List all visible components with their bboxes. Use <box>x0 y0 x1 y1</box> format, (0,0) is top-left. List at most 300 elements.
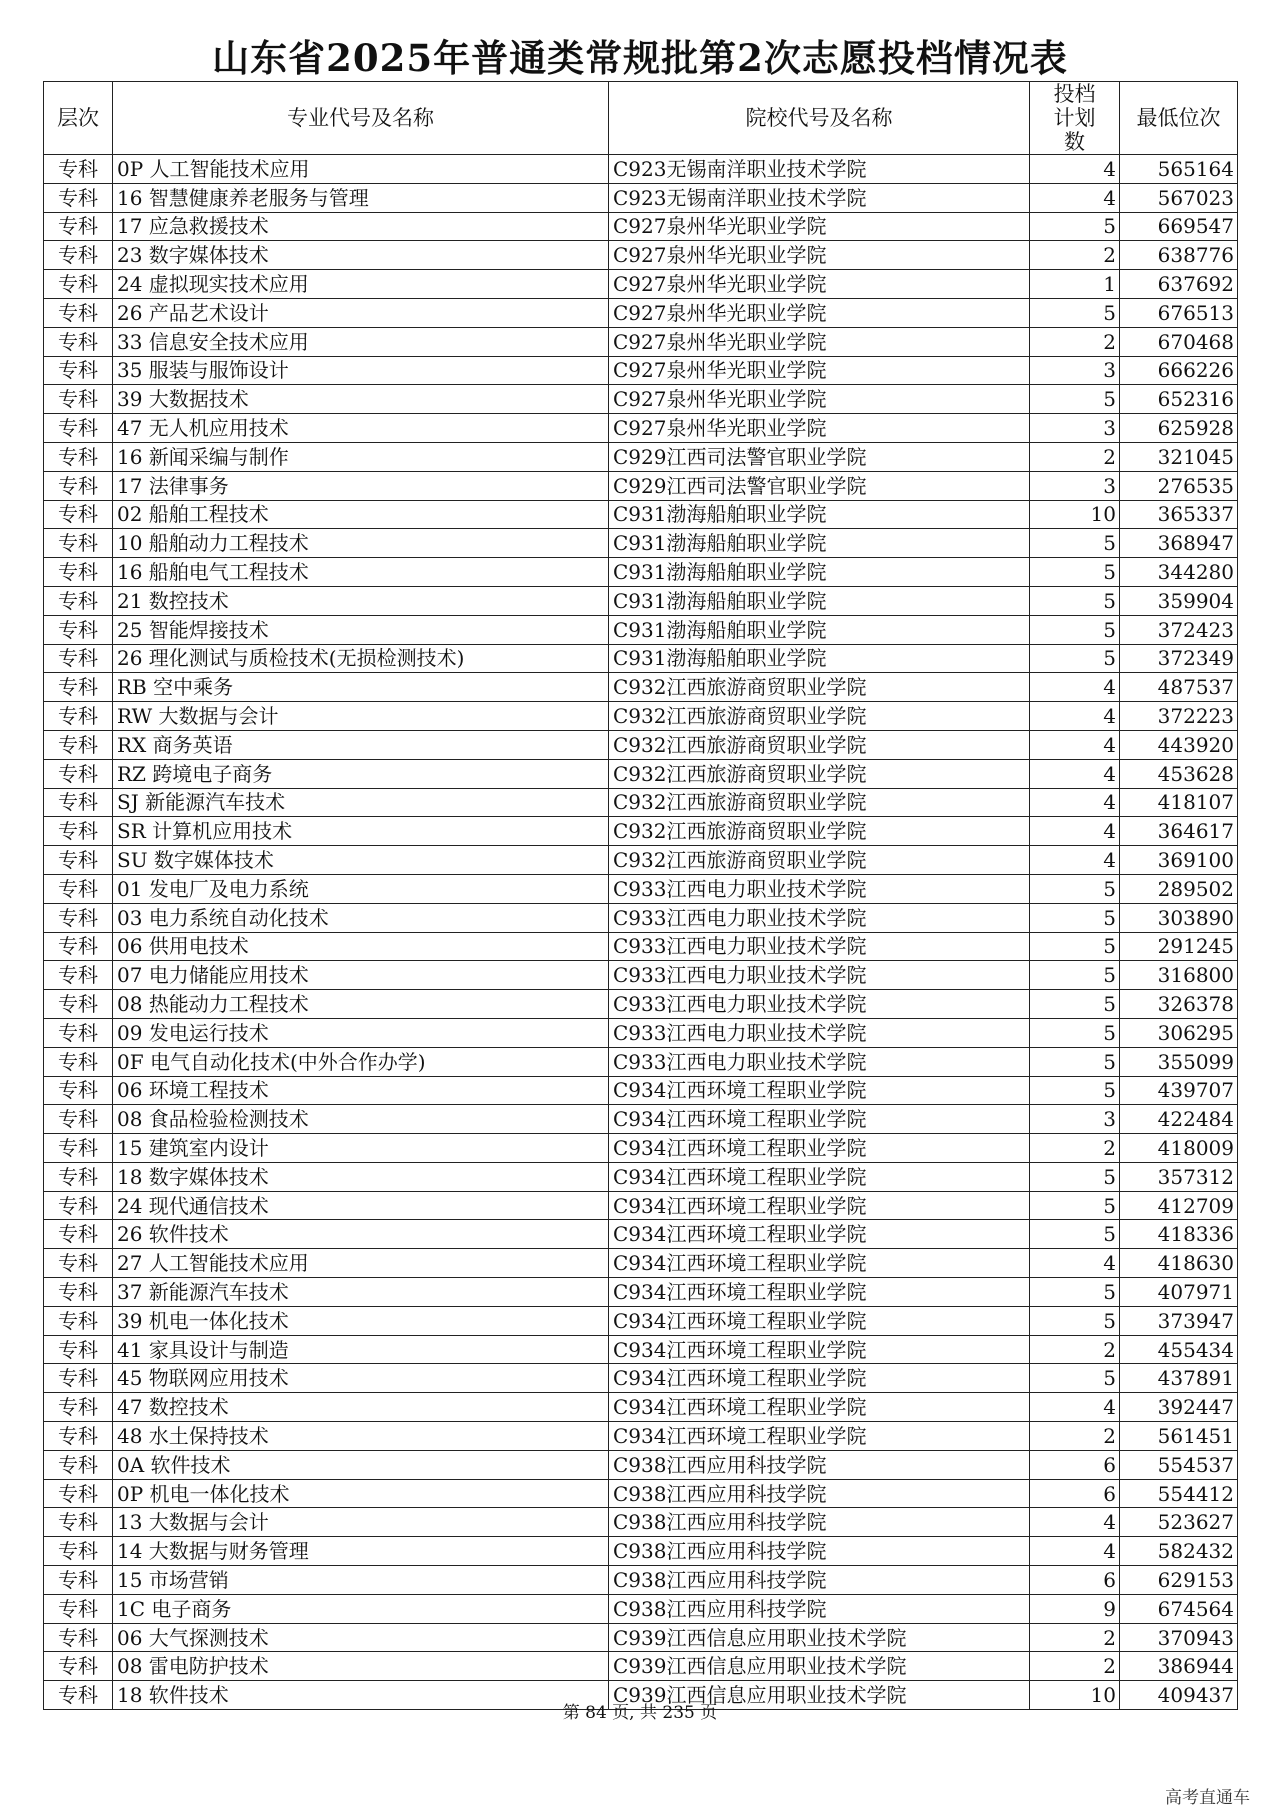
table-row <box>44 846 1238 875</box>
header-level: 层次 <box>44 82 113 155</box>
cell-school: C934江西环境工程职业学院 <box>609 1335 1030 1364</box>
cell-major: 18 软件技术 <box>113 1681 609 1710</box>
cell-school: C932江西旅游商贸职业学院 <box>609 817 1030 846</box>
cell-school: C929江西司法警官职业学院 <box>609 471 1030 500</box>
cell-rank: 316800 <box>1120 961 1238 990</box>
table-row <box>44 615 1238 644</box>
cell-level: 专科 <box>44 155 113 184</box>
cell-level: 专科 <box>44 1249 113 1278</box>
table-row <box>44 1450 1238 1479</box>
cell-rank: 321045 <box>1120 442 1238 471</box>
cell-school: C927泉州华光职业学院 <box>609 270 1030 299</box>
cell-school: C934江西环境工程职业学院 <box>609 1220 1030 1249</box>
cell-major: 48 水土保持技术 <box>113 1422 609 1451</box>
table-row <box>44 1105 1238 1134</box>
table-row <box>44 702 1238 731</box>
cell-major: 16 新闻采编与制作 <box>113 442 609 471</box>
cell-rank: 418336 <box>1120 1220 1238 1249</box>
cell-level: 专科 <box>44 846 113 875</box>
cell-level: 专科 <box>44 1479 113 1508</box>
cell-level: 专科 <box>44 903 113 932</box>
cell-major: 24 虚拟现实技术应用 <box>113 270 609 299</box>
cell-plan: 5 <box>1030 1191 1120 1220</box>
cell-plan: 5 <box>1030 1364 1120 1393</box>
header-plan-text: 投档计划数 <box>1053 82 1096 154</box>
cell-plan: 2 <box>1030 241 1120 270</box>
cell-rank: 652316 <box>1120 385 1238 414</box>
cell-major: 08 热能动力工程技术 <box>113 990 609 1019</box>
cell-school: C931渤海船舶职业学院 <box>609 644 1030 673</box>
cell-school: C938江西应用科技学院 <box>609 1479 1030 1508</box>
cell-major: 17 应急救援技术 <box>113 212 609 241</box>
cell-school: C927泉州华光职业学院 <box>609 241 1030 270</box>
cell-rank: 567023 <box>1120 183 1238 212</box>
cell-school: C934江西环境工程职业学院 <box>609 1306 1030 1335</box>
cell-major: 0A 软件技术 <box>113 1450 609 1479</box>
cell-plan: 5 <box>1030 298 1120 327</box>
cell-rank: 407971 <box>1120 1278 1238 1307</box>
cell-school: C939江西信息应用职业技术学院 <box>609 1681 1030 1710</box>
cell-school: C927泉州华光职业学院 <box>609 356 1030 385</box>
cell-level: 专科 <box>44 1623 113 1652</box>
cell-level: 专科 <box>44 788 113 817</box>
cell-level: 专科 <box>44 1105 113 1134</box>
watermark-text: 高考直通车 <box>1165 1788 1250 1808</box>
cell-major: SU 数字媒体技术 <box>113 846 609 875</box>
cell-school: C932江西旅游商贸职业学院 <box>609 702 1030 731</box>
cell-major: 27 人工智能技术应用 <box>113 1249 609 1278</box>
table-row <box>44 1306 1238 1335</box>
cell-plan: 2 <box>1030 1335 1120 1364</box>
cell-plan: 2 <box>1030 1652 1120 1681</box>
cell-major: 39 大数据技术 <box>113 385 609 414</box>
cell-rank: 276535 <box>1120 471 1238 500</box>
table-row <box>44 212 1238 241</box>
table-row <box>44 270 1238 299</box>
cell-rank: 306295 <box>1120 1018 1238 1047</box>
cell-plan: 5 <box>1030 385 1120 414</box>
table-row <box>44 1220 1238 1249</box>
cell-rank: 355099 <box>1120 1047 1238 1076</box>
cell-school: C938江西应用科技学院 <box>609 1566 1030 1595</box>
table-row <box>44 1162 1238 1191</box>
cell-level: 专科 <box>44 1508 113 1537</box>
page-number: 第 84 页, 共 235 页 <box>562 1703 718 1723</box>
cell-major: 01 发电厂及电力系统 <box>113 874 609 903</box>
table-row <box>44 327 1238 356</box>
cell-major: 45 物联网应用技术 <box>113 1364 609 1393</box>
cell-major: 13 大数据与会计 <box>113 1508 609 1537</box>
cell-school: C933江西电力职业技术学院 <box>609 1047 1030 1076</box>
cell-major: 14 大数据与财务管理 <box>113 1537 609 1566</box>
cell-level: 专科 <box>44 558 113 587</box>
cell-rank: 289502 <box>1120 874 1238 903</box>
cell-school: C934江西环境工程职业学院 <box>609 1134 1030 1163</box>
table-row <box>44 558 1238 587</box>
cell-level: 专科 <box>44 1652 113 1681</box>
table-row <box>44 673 1238 702</box>
cell-level: 专科 <box>44 932 113 961</box>
cell-rank: 368947 <box>1120 529 1238 558</box>
cell-level: 专科 <box>44 586 113 615</box>
cell-plan: 4 <box>1030 730 1120 759</box>
cell-major: 16 船舶电气工程技术 <box>113 558 609 587</box>
table-row <box>44 759 1238 788</box>
cell-rank: 418107 <box>1120 788 1238 817</box>
cell-major: 08 雷电防护技术 <box>113 1652 609 1681</box>
cell-rank: 666226 <box>1120 356 1238 385</box>
table-row <box>44 1422 1238 1451</box>
cell-school: C931渤海船舶职业学院 <box>609 558 1030 587</box>
cell-plan: 5 <box>1030 1306 1120 1335</box>
cell-plan: 5 <box>1030 1047 1120 1076</box>
table-row <box>44 961 1238 990</box>
cell-rank: 455434 <box>1120 1335 1238 1364</box>
cell-level: 专科 <box>44 212 113 241</box>
cell-school: C933江西电力职业技术学院 <box>609 1018 1030 1047</box>
cell-major: 10 船舶动力工程技术 <box>113 529 609 558</box>
cell-level: 专科 <box>44 1450 113 1479</box>
cell-rank: 359904 <box>1120 586 1238 615</box>
table-row <box>44 990 1238 1019</box>
cell-level: 专科 <box>44 183 113 212</box>
table-row <box>44 1479 1238 1508</box>
cell-level: 专科 <box>44 615 113 644</box>
cell-major: 09 发电运行技术 <box>113 1018 609 1047</box>
cell-plan: 4 <box>1030 759 1120 788</box>
cell-school: C932江西旅游商贸职业学院 <box>609 673 1030 702</box>
cell-plan: 5 <box>1030 586 1120 615</box>
cell-school: C927泉州华光职业学院 <box>609 298 1030 327</box>
cell-level: 专科 <box>44 1422 113 1451</box>
cell-major: RX 商务英语 <box>113 730 609 759</box>
cell-major: 24 现代通信技术 <box>113 1191 609 1220</box>
cell-rank: 629153 <box>1120 1566 1238 1595</box>
cell-school: C939江西信息应用职业技术学院 <box>609 1623 1030 1652</box>
cell-level: 专科 <box>44 442 113 471</box>
cell-level: 专科 <box>44 1134 113 1163</box>
cell-level: 专科 <box>44 414 113 443</box>
cell-major: 23 数字媒体技术 <box>113 241 609 270</box>
cell-school: C933江西电力职业技术学院 <box>609 903 1030 932</box>
header-rank: 最低位次 <box>1120 82 1238 155</box>
table-row <box>44 385 1238 414</box>
cell-level: 专科 <box>44 1335 113 1364</box>
cell-rank: 357312 <box>1120 1162 1238 1191</box>
cell-plan: 2 <box>1030 442 1120 471</box>
cell-plan: 5 <box>1030 529 1120 558</box>
cell-plan: 5 <box>1030 932 1120 961</box>
table-header <box>44 82 1238 155</box>
table-row <box>44 874 1238 903</box>
cell-major: 02 船舶工程技术 <box>113 500 609 529</box>
cell-level: 专科 <box>44 1220 113 1249</box>
cell-major: 1C 电子商务 <box>113 1594 609 1623</box>
cell-school: C934江西环境工程职业学院 <box>609 1191 1030 1220</box>
cell-rank: 392447 <box>1120 1393 1238 1422</box>
cell-school: C923无锡南洋职业技术学院 <box>609 183 1030 212</box>
cell-major: 41 家具设计与制造 <box>113 1335 609 1364</box>
cell-school: C939江西信息应用职业技术学院 <box>609 1652 1030 1681</box>
cell-major: 03 电力系统自动化技术 <box>113 903 609 932</box>
table-row <box>44 1393 1238 1422</box>
cell-rank: 670468 <box>1120 327 1238 356</box>
cell-rank: 364617 <box>1120 817 1238 846</box>
cell-level: 专科 <box>44 356 113 385</box>
table-row <box>44 903 1238 932</box>
cell-major: 26 产品艺术设计 <box>113 298 609 327</box>
cell-major: 06 大气探测技术 <box>113 1623 609 1652</box>
cell-major: RB 空中乘务 <box>113 673 609 702</box>
cell-school: C934江西环境工程职业学院 <box>609 1249 1030 1278</box>
cell-school: C932江西旅游商贸职业学院 <box>609 846 1030 875</box>
table-row <box>44 1566 1238 1595</box>
cell-plan: 4 <box>1030 817 1120 846</box>
table-body <box>44 155 1238 1710</box>
cell-level: 专科 <box>44 270 113 299</box>
cell-plan: 3 <box>1030 471 1120 500</box>
cell-school: C934江西环境工程职业学院 <box>609 1162 1030 1191</box>
cell-rank: 418630 <box>1120 1249 1238 1278</box>
table-row <box>44 1652 1238 1681</box>
cell-plan: 6 <box>1030 1479 1120 1508</box>
cell-rank: 437891 <box>1120 1364 1238 1393</box>
table-row <box>44 1508 1238 1537</box>
cell-rank: 554537 <box>1120 1450 1238 1479</box>
cell-school: C927泉州华光职业学院 <box>609 385 1030 414</box>
cell-rank: 412709 <box>1120 1191 1238 1220</box>
cell-major: 16 智慧健康养老服务与管理 <box>113 183 609 212</box>
cell-school: C932江西旅游商贸职业学院 <box>609 730 1030 759</box>
cell-level: 专科 <box>44 1537 113 1566</box>
page-title: 山东省2025年普通类常规批第2次志愿投档情况表 <box>212 36 1068 80</box>
cell-rank: 674564 <box>1120 1594 1238 1623</box>
cell-plan: 5 <box>1030 1076 1120 1105</box>
cell-school: C934江西环境工程职业学院 <box>609 1105 1030 1134</box>
cell-school: C931渤海船舶职业学院 <box>609 529 1030 558</box>
cell-rank: 418009 <box>1120 1134 1238 1163</box>
cell-school: C933江西电力职业技术学院 <box>609 990 1030 1019</box>
table-row <box>44 356 1238 385</box>
cell-rank: 369100 <box>1120 846 1238 875</box>
cell-rank: 409437 <box>1120 1681 1238 1710</box>
cell-plan: 4 <box>1030 1537 1120 1566</box>
table-row <box>44 500 1238 529</box>
cell-school: C927泉州华光职业学院 <box>609 414 1030 443</box>
cell-rank: 439707 <box>1120 1076 1238 1105</box>
cell-school: C934江西环境工程职业学院 <box>609 1364 1030 1393</box>
cell-level: 专科 <box>44 529 113 558</box>
cell-major: 0F 电气自动化技术(中外合作办学) <box>113 1047 609 1076</box>
cell-plan: 5 <box>1030 961 1120 990</box>
cell-plan: 2 <box>1030 327 1120 356</box>
table-row <box>44 241 1238 270</box>
cell-plan: 5 <box>1030 1220 1120 1249</box>
cell-major: RW 大数据与会计 <box>113 702 609 731</box>
table-row <box>44 817 1238 846</box>
cell-major: 33 信息安全技术应用 <box>113 327 609 356</box>
cell-level: 专科 <box>44 1191 113 1220</box>
cell-plan: 4 <box>1030 1508 1120 1537</box>
cell-level: 专科 <box>44 1364 113 1393</box>
cell-major: 37 新能源汽车技术 <box>113 1278 609 1307</box>
cell-major: 06 供用电技术 <box>113 932 609 961</box>
cell-level: 专科 <box>44 471 113 500</box>
cell-plan: 4 <box>1030 702 1120 731</box>
cell-rank: 370943 <box>1120 1623 1238 1652</box>
cell-plan: 5 <box>1030 903 1120 932</box>
cell-school: C929江西司法警官职业学院 <box>609 442 1030 471</box>
cell-level: 专科 <box>44 1594 113 1623</box>
cell-level: 专科 <box>44 702 113 731</box>
table-row <box>44 529 1238 558</box>
cell-major: 26 软件技术 <box>113 1220 609 1249</box>
cell-major: 15 市场营销 <box>113 1566 609 1595</box>
table-row <box>44 1018 1238 1047</box>
cell-plan: 4 <box>1030 155 1120 184</box>
cell-major: 15 建筑室内设计 <box>113 1134 609 1163</box>
cell-plan: 10 <box>1030 500 1120 529</box>
cell-plan: 5 <box>1030 874 1120 903</box>
cell-plan: 3 <box>1030 356 1120 385</box>
header-row <box>44 82 1238 155</box>
table-row <box>44 932 1238 961</box>
table-row <box>44 155 1238 184</box>
cell-major: SJ 新能源汽车技术 <box>113 788 609 817</box>
cell-level: 专科 <box>44 1076 113 1105</box>
cell-plan: 5 <box>1030 1018 1120 1047</box>
cell-major: 26 理化测试与质检技术(无损检测技术) <box>113 644 609 673</box>
cell-plan: 4 <box>1030 183 1120 212</box>
table-row <box>44 414 1238 443</box>
cell-major: RZ 跨境电子商务 <box>113 759 609 788</box>
cell-rank: 365337 <box>1120 500 1238 529</box>
cell-rank: 372349 <box>1120 644 1238 673</box>
cell-rank: 291245 <box>1120 932 1238 961</box>
cell-plan: 5 <box>1030 644 1120 673</box>
cell-school: C931渤海船舶职业学院 <box>609 615 1030 644</box>
cell-level: 专科 <box>44 1566 113 1595</box>
cell-major: 21 数控技术 <box>113 586 609 615</box>
cell-rank: 386944 <box>1120 1652 1238 1681</box>
cell-plan: 2 <box>1030 1422 1120 1451</box>
cell-major: 0P 机电一体化技术 <box>113 1479 609 1508</box>
table-row <box>44 1134 1238 1163</box>
header-plan <box>1030 82 1120 155</box>
admission-table <box>43 81 1238 1710</box>
table-row <box>44 730 1238 759</box>
cell-plan: 9 <box>1030 1594 1120 1623</box>
cell-school: C938江西应用科技学院 <box>609 1508 1030 1537</box>
cell-plan: 4 <box>1030 1249 1120 1278</box>
cell-plan: 5 <box>1030 558 1120 587</box>
cell-school: C927泉州华光职业学院 <box>609 212 1030 241</box>
table-row <box>44 1278 1238 1307</box>
cell-rank: 373947 <box>1120 1306 1238 1335</box>
cell-rank: 561451 <box>1120 1422 1238 1451</box>
cell-school: C933江西电力职业技术学院 <box>609 961 1030 990</box>
cell-level: 专科 <box>44 1018 113 1047</box>
cell-level: 专科 <box>44 1162 113 1191</box>
cell-plan: 4 <box>1030 1393 1120 1422</box>
cell-plan: 10 <box>1030 1681 1120 1710</box>
table-row <box>44 1364 1238 1393</box>
cell-level: 专科 <box>44 644 113 673</box>
table-row <box>44 1047 1238 1076</box>
cell-rank: 638776 <box>1120 241 1238 270</box>
cell-plan: 6 <box>1030 1566 1120 1595</box>
cell-rank: 582432 <box>1120 1537 1238 1566</box>
cell-rank: 326378 <box>1120 990 1238 1019</box>
header-major: 专业代号及名称 <box>113 82 609 155</box>
cell-plan: 4 <box>1030 673 1120 702</box>
cell-rank: 565164 <box>1120 155 1238 184</box>
cell-level: 专科 <box>44 327 113 356</box>
cell-level: 专科 <box>44 673 113 702</box>
cell-school: C932江西旅游商贸职业学院 <box>609 759 1030 788</box>
table-row <box>44 644 1238 673</box>
cell-school: C933江西电力职业技术学院 <box>609 874 1030 903</box>
table-row <box>44 586 1238 615</box>
cell-plan: 4 <box>1030 846 1120 875</box>
table-row <box>44 1623 1238 1652</box>
cell-major: SR 计算机应用技术 <box>113 817 609 846</box>
table-row <box>44 1594 1238 1623</box>
cell-plan: 2 <box>1030 1623 1120 1652</box>
cell-major: 47 数控技术 <box>113 1393 609 1422</box>
table-row <box>44 471 1238 500</box>
cell-level: 专科 <box>44 730 113 759</box>
cell-rank: 669547 <box>1120 212 1238 241</box>
cell-major: 25 智能焊接技术 <box>113 615 609 644</box>
table-row <box>44 1537 1238 1566</box>
cell-major: 18 数字媒体技术 <box>113 1162 609 1191</box>
cell-major: 07 电力储能应用技术 <box>113 961 609 990</box>
table-row <box>44 1249 1238 1278</box>
cell-major: 35 服装与服饰设计 <box>113 356 609 385</box>
cell-level: 专科 <box>44 385 113 414</box>
cell-rank: 443920 <box>1120 730 1238 759</box>
cell-level: 专科 <box>44 1681 113 1710</box>
cell-plan: 5 <box>1030 615 1120 644</box>
cell-rank: 372423 <box>1120 615 1238 644</box>
cell-rank: 487537 <box>1120 673 1238 702</box>
cell-rank: 523627 <box>1120 1508 1238 1537</box>
cell-level: 专科 <box>44 874 113 903</box>
cell-level: 专科 <box>44 1278 113 1307</box>
cell-school: C938江西应用科技学院 <box>609 1594 1030 1623</box>
header-school: 院校代号及名称 <box>609 82 1030 155</box>
cell-school: C938江西应用科技学院 <box>609 1450 1030 1479</box>
cell-school: C934江西环境工程职业学院 <box>609 1422 1030 1451</box>
cell-rank: 625928 <box>1120 414 1238 443</box>
cell-major: 17 法律事务 <box>113 471 609 500</box>
cell-school: C931渤海船舶职业学院 <box>609 586 1030 615</box>
cell-major: 06 环境工程技术 <box>113 1076 609 1105</box>
cell-level: 专科 <box>44 1047 113 1076</box>
cell-school: C934江西环境工程职业学院 <box>609 1278 1030 1307</box>
cell-school: C934江西环境工程职业学院 <box>609 1393 1030 1422</box>
cell-rank: 554412 <box>1120 1479 1238 1508</box>
cell-major: 08 食品检验检测技术 <box>113 1105 609 1134</box>
cell-rank: 303890 <box>1120 903 1238 932</box>
cell-major: 39 机电一体化技术 <box>113 1306 609 1335</box>
cell-level: 专科 <box>44 241 113 270</box>
cell-level: 专科 <box>44 1306 113 1335</box>
cell-plan: 5 <box>1030 990 1120 1019</box>
cell-rank: 453628 <box>1120 759 1238 788</box>
cell-school: C938江西应用科技学院 <box>609 1537 1030 1566</box>
